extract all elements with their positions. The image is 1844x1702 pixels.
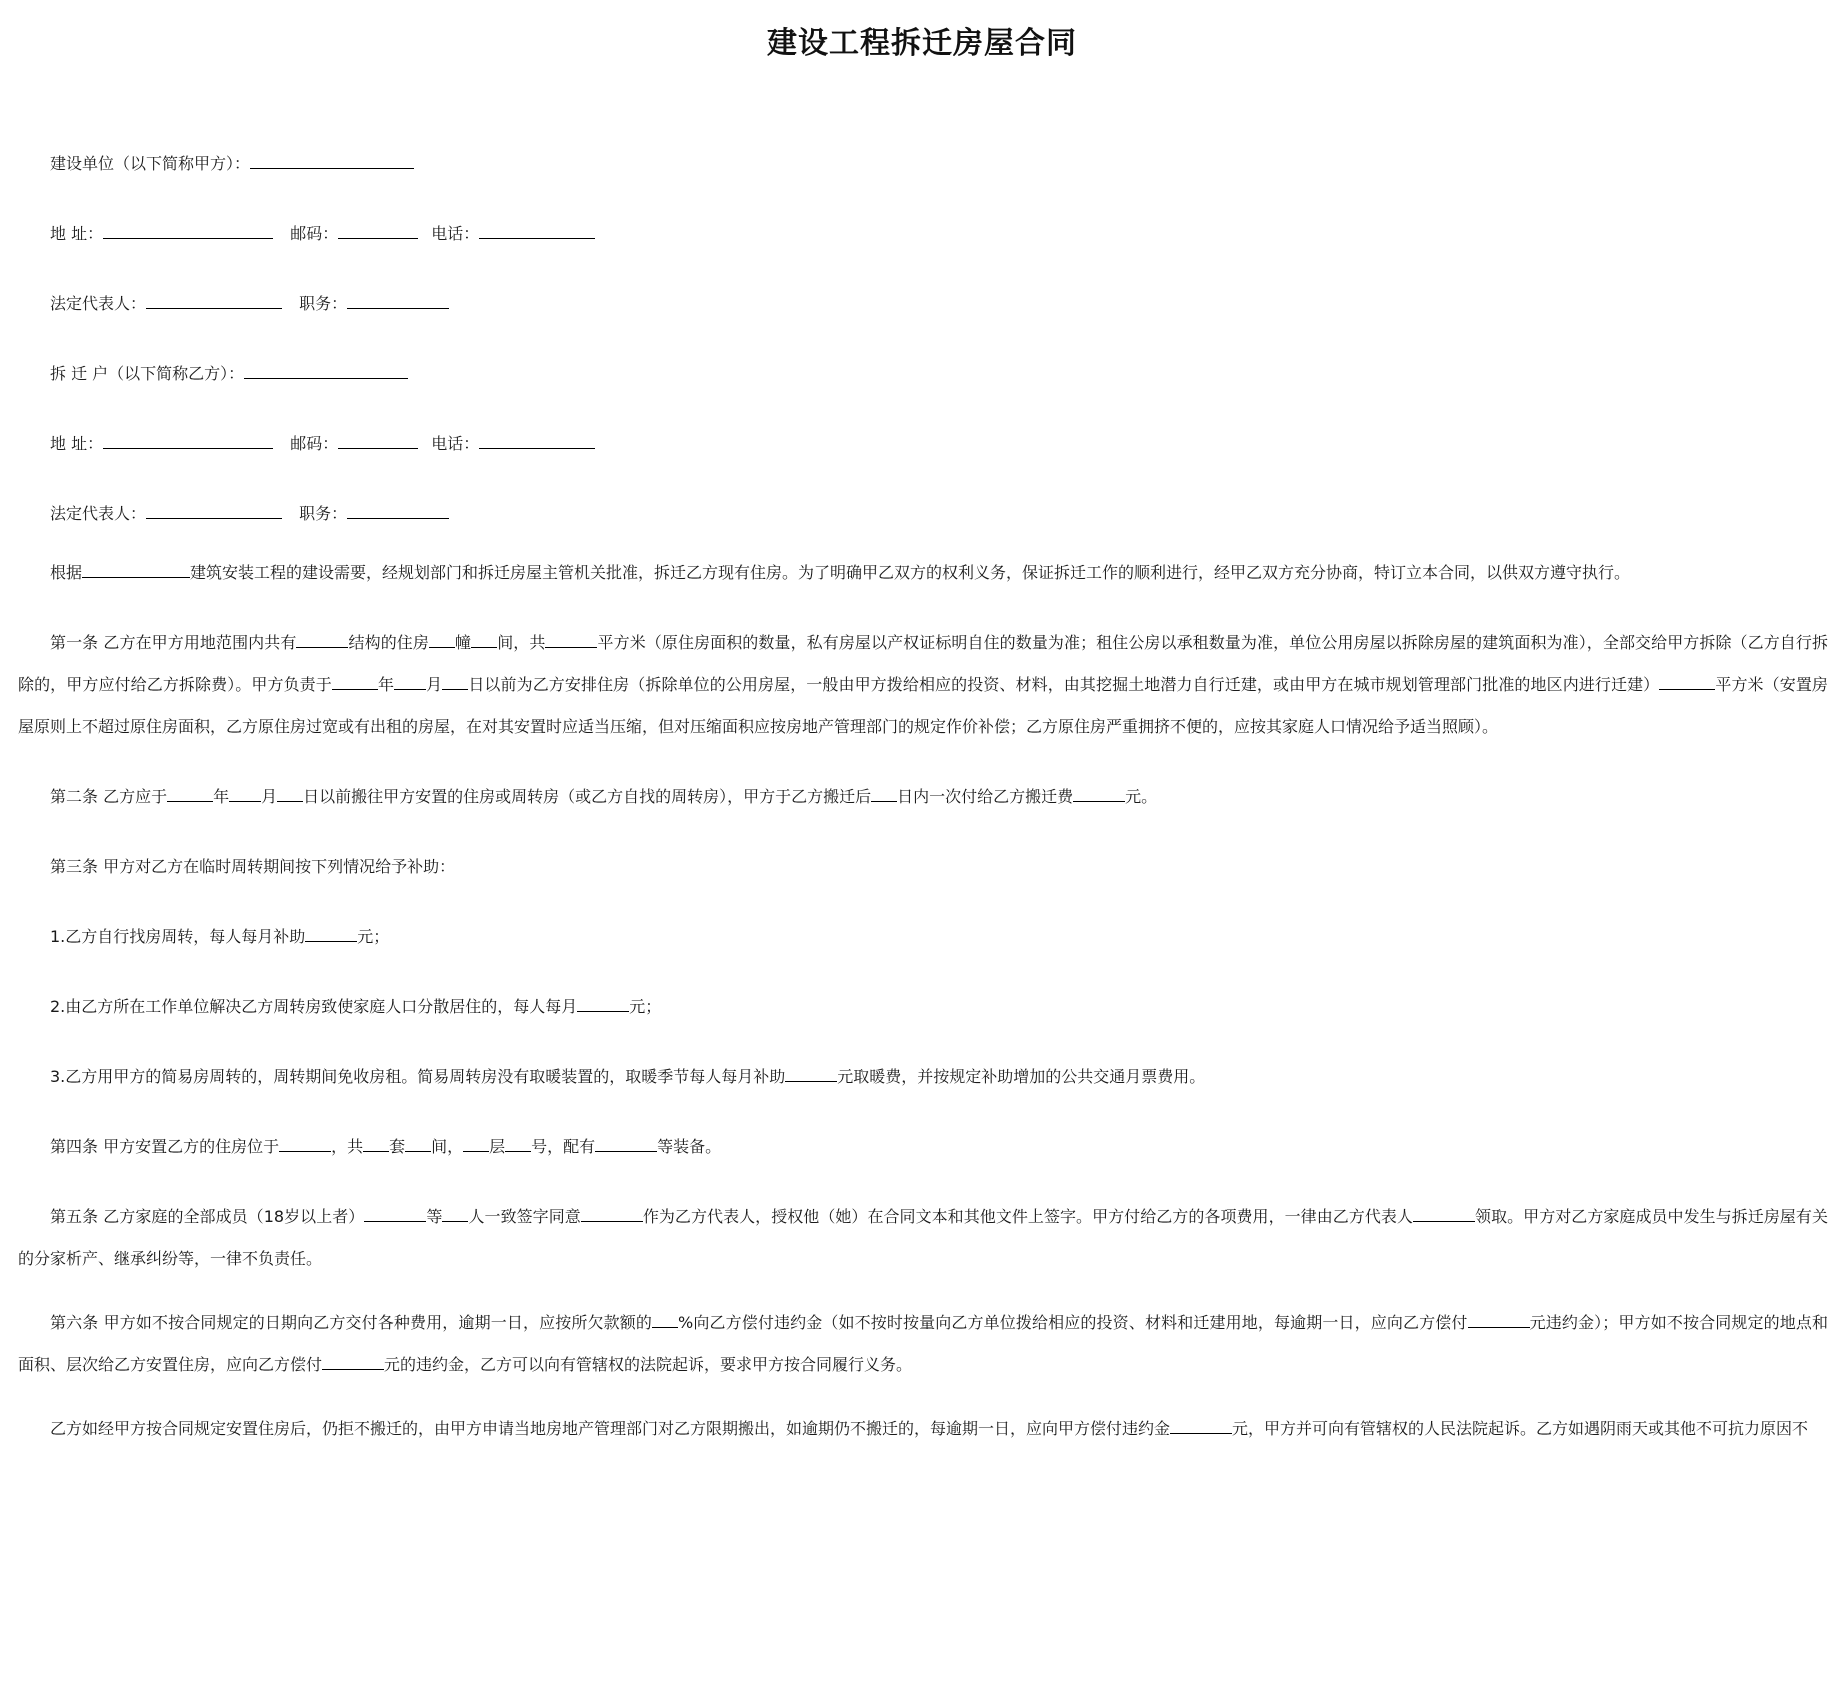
art3-item1-text-2: 元； — [357, 927, 390, 946]
party-b-rep-line — [50, 502, 449, 524]
preamble-text-2: 建筑安装工程的建设需要，经规划部门和拆迁房屋主管机关批准，拆迁乙方现有住房。为了明确甲乙双方的权利义务，保证拆迁工作的顺利进行，经甲乙双方充分协商，特订立本合同，以供双方遵守执行。 — [190, 563, 1631, 582]
art2-text-2: 年 — [213, 787, 230, 806]
member-count-blank — [442, 1205, 468, 1222]
art2-year-blank — [167, 785, 213, 802]
resettle-area-blank — [1659, 673, 1715, 690]
party-a-rep-line — [50, 292, 449, 314]
party-b-phone-blank — [479, 432, 595, 449]
resettle-penalty-blank — [322, 1353, 384, 1370]
heating-subsidy-blank — [785, 1065, 837, 1082]
art6b-text-2: 元，甲方并可向有管辖权的人民法院起诉。乙方如遇阴雨天或其他不可抗力原因不 — [1232, 1419, 1809, 1438]
party-b-address-label: 地 址： — [50, 434, 104, 453]
art3-item3-text-2: 元取暖费，并按规定补助增加的公共交通月票费用。 — [837, 1067, 1206, 1086]
art1-text-9: 平方米（安置房屋原则上不超过原住房面积，乙方原住房过宽或有出租的房屋，在对其安置时应适当压缩，但对压缩面积应按房地产管理部门的规定作价补偿；乙方原住房严重拥挤不便的，应按其家庭人口情况给予适当照顾）。 — [18, 675, 1828, 736]
number-blank — [505, 1135, 531, 1152]
art4-text-7: 等装备。 — [657, 1137, 722, 1156]
party-b-position-label: 职务： — [299, 504, 348, 523]
party-a-address-line — [50, 222, 595, 244]
art2-day-blank — [277, 785, 303, 802]
article-3-item-3 — [18, 1056, 1828, 1098]
art2-text-6: 元。 — [1125, 787, 1158, 806]
art5-text-1: 第五条 乙方家庭的全部成员（18岁以上者） — [50, 1207, 365, 1226]
art1-text-2: 结构的住房 — [348, 633, 429, 652]
party-a-unit-blank — [250, 152, 414, 169]
party-a-unit-label: 建设单位（以下简称甲方）： — [50, 154, 251, 173]
art2-text-3: 月 — [261, 787, 278, 806]
art2-text-1: 第二条 乙方应于 — [50, 787, 168, 806]
article-3-item-2 — [18, 986, 1828, 1028]
art1-text-5: 平方米（原住房面积的数量，私有房屋以产权证标明自住的数量为准；租住公房以承租数量为准，单位公用房屋以拆除房屋的建筑面积为准），全部交给甲方拆除（乙方自行拆除的，甲方应付给乙方拆除费）。甲方负责于 — [18, 633, 1828, 694]
art1-text-6: 年 — [377, 675, 395, 694]
receiver-blank — [1413, 1205, 1475, 1222]
self-find-subsidy-blank — [305, 925, 357, 942]
project-name-blank — [82, 561, 190, 578]
article-6-paragraph — [18, 1302, 1828, 1386]
art2-text-4: 日以前搬往甲方安置的住房或周转房（或乙方自找的周转房），甲方于乙方搬迁后 — [303, 787, 872, 806]
moving-fee-blank — [1073, 785, 1125, 802]
art4-text-5: 层 — [489, 1137, 506, 1156]
unit-count-blank — [363, 1135, 389, 1152]
art3-item2-text-2: 元； — [629, 997, 662, 1016]
art1-year-blank — [332, 673, 378, 690]
floor-blank — [463, 1135, 489, 1152]
art4-text-1: 第四条 甲方安置乙方的住房位于 — [50, 1137, 280, 1156]
equipment-blank — [595, 1135, 657, 1152]
building-count-blank — [429, 631, 455, 648]
structure-blank — [296, 631, 348, 648]
art2-text-5: 日内一次付给乙方搬迁费 — [897, 787, 1074, 806]
art1-text-4: 间，共 — [497, 633, 546, 652]
party-a-phone-blank — [479, 222, 595, 239]
art4-text-3: 套 — [389, 1137, 406, 1156]
party-a-position-blank — [347, 292, 449, 309]
art4-room-blank — [405, 1135, 431, 1152]
art3-item1-text-1: 1.乙方自行找房周转，每人每月补助 — [50, 927, 306, 946]
refuse-penalty-blank — [1170, 1417, 1232, 1434]
party-a-phone-label: 电话： — [431, 224, 480, 243]
art5-text-2: 等 — [426, 1207, 443, 1226]
room-count-blank — [471, 631, 497, 648]
art3-item3-text-1: 3.乙方用甲方的简易房周转的，周转期间免收房租。简易周转房没有取暖装置的，取暖季节每人每月补助 — [50, 1067, 786, 1086]
art1-text-3: 幢 — [454, 633, 472, 652]
party-a-position-label: 职务： — [299, 294, 348, 313]
party-a-rep-label: 法定代表人： — [50, 294, 147, 313]
party-b-unit-line — [50, 362, 408, 384]
art5-text-3: 人一致签字同意 — [468, 1207, 581, 1226]
penalty-rate-blank — [652, 1311, 678, 1328]
art4-text-6: 号，配有 — [531, 1137, 596, 1156]
party-b-phone-label: 电话： — [431, 434, 480, 453]
art1-day-blank — [442, 673, 468, 690]
art3-item2-text-1: 2.由乙方所在工作单位解决乙方周转房致使家庭人口分散居住的，每人每月 — [50, 997, 578, 1016]
party-a-unit-line — [50, 152, 414, 174]
art6-text-1: 第六条 甲方如不按合同规定的日期向乙方交付各种费用，逾期一日，应按所欠款额的 — [50, 1313, 652, 1332]
article-1-paragraph — [18, 622, 1828, 748]
article-6-continued-paragraph — [18, 1408, 1828, 1450]
article-3-heading: 第三条 甲方对乙方在临时周转期间按下列情况给予补助： — [50, 857, 456, 876]
art1-month-blank — [394, 673, 426, 690]
party-b-address-blank — [103, 432, 273, 449]
art5-text-4: 作为乙方代表人，授权他（她）在合同文本和其他文件上签字。甲方付给乙方的各项费用，一律由乙方代表人 — [642, 1207, 1413, 1226]
art4-text-2: ，共 — [331, 1137, 364, 1156]
party-a-address-blank — [103, 222, 273, 239]
party-a-address-label: 地 址： — [50, 224, 104, 243]
party-b-address-line — [50, 432, 595, 454]
article-3-item-1 — [18, 916, 1828, 958]
party-b-unit-blank — [244, 362, 408, 379]
preamble-text-1: 根据 — [50, 563, 83, 582]
party-a-postcode-label: 邮码： — [290, 224, 339, 243]
party-b-rep-blank — [146, 502, 282, 519]
party-b-unit-label: 拆 迁 户（以下简称乙方）： — [50, 364, 245, 383]
area-blank — [545, 631, 597, 648]
art1-text-7: 月 — [426, 675, 443, 694]
location-blank — [279, 1135, 331, 1152]
members-blank — [364, 1205, 426, 1222]
preamble-paragraph — [18, 552, 1828, 594]
art1-text-1: 第一条 乙方在甲方用地范围内共有 — [50, 633, 297, 652]
party-b-rep-label: 法定代表人： — [50, 504, 147, 523]
party-b-postcode-blank — [338, 432, 418, 449]
art2-month-blank — [229, 785, 261, 802]
art6-text-4: 元的违约金，乙方可以向有管辖权的法院起诉，要求甲方按合同履行义务。 — [384, 1355, 913, 1374]
dispersed-subsidy-blank — [577, 995, 629, 1012]
article-5-paragraph — [18, 1196, 1828, 1280]
party-b-position-blank — [347, 502, 449, 519]
art6-text-2: %向乙方偿付违约金（如不按时按量向乙方单位拨给相应的投资、材料和迁建用地，每逾期一日，应向乙方偿付 — [678, 1313, 1468, 1332]
art2-days-blank — [871, 785, 897, 802]
party-b-postcode-label: 邮码： — [290, 434, 339, 453]
art5-text-5: 领取。甲方对乙方家庭成员中发生与拆迁房屋有关的分家析产、继承纠纷等，一律不负责任。 — [18, 1207, 1828, 1268]
art4-text-4: 间， — [431, 1137, 464, 1156]
article-2-paragraph — [18, 776, 1828, 818]
representative-blank — [581, 1205, 643, 1222]
document-title: 建设工程拆迁房屋合同 — [767, 26, 1077, 61]
party-a-postcode-blank — [338, 222, 418, 239]
party-a-rep-blank — [146, 292, 282, 309]
daily-penalty-blank — [1468, 1311, 1530, 1328]
art6-text-3: 元违约金）；甲方如不按合同规定的地点和面积、层次给乙方安置住房，应向乙方偿付 — [18, 1313, 1828, 1374]
art1-text-8: 日以前为乙方安排住房（拆除单位的公用房屋，一般由甲方拨给相应的投资、材料，由其挖掘土地潜力自行迁建，或由甲方在城市规划管理部门批准的地区内进行迁建） — [468, 675, 1660, 694]
article-4-paragraph — [18, 1126, 1828, 1168]
art6b-text-1: 乙方如经甲方按合同规定安置住房后，仍拒不搬迁的，由甲方申请当地房地产管理部门对乙方限期搬出，如逾期仍不搬迁的，每逾期一日，应向甲方偿付违约金 — [50, 1419, 1171, 1438]
